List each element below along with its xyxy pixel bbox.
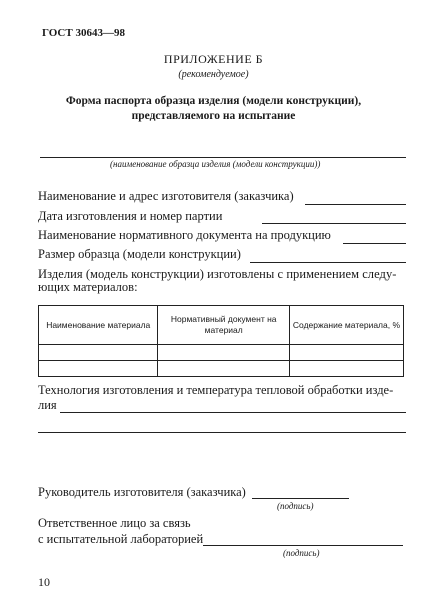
- date-batch-line[interactable]: [262, 223, 406, 224]
- head-signature-caption: (подпись): [277, 501, 314, 511]
- size-label: Размер образца (модели конструкции): [38, 247, 241, 261]
- form-title-line1: Форма паспорта образца изделия (модели конструкции),: [65, 95, 362, 107]
- table-row: [39, 361, 404, 377]
- contact-label-line1: Ответственное лицо за связь: [38, 516, 191, 530]
- column-header-material-name: Наименование материала: [39, 306, 158, 345]
- appendix-title: ПРИЛОЖЕНИЕ Б: [163, 52, 264, 66]
- column-header-content-percent: Содержание материала, %: [289, 306, 403, 345]
- column-header-normative-doc: Нормативный документ на материал: [158, 306, 289, 345]
- contact-signature-caption: (подпись): [283, 548, 320, 558]
- technology-line-1[interactable]: [60, 412, 406, 413]
- normative-doc-line[interactable]: [343, 243, 406, 244]
- form-title-line2: представляемого на испытание: [131, 110, 296, 122]
- materials-table: [38, 305, 404, 377]
- contact-signature-line[interactable]: [203, 545, 403, 546]
- manufacturer-line[interactable]: [305, 204, 406, 205]
- table-cell[interactable]: [158, 361, 289, 377]
- size-line[interactable]: [250, 262, 406, 263]
- sample-name-line[interactable]: [40, 157, 406, 158]
- head-signature-line[interactable]: [252, 498, 349, 499]
- technology-label-line1: Технология изготовления и температура тепловой обработки изде-: [38, 383, 394, 397]
- table-cell[interactable]: [39, 361, 158, 377]
- appendix-status: (рекомендуемое): [178, 69, 249, 80]
- technology-line-2[interactable]: [38, 432, 406, 433]
- contact-label-line2: с испытательной лабораторией: [38, 532, 204, 546]
- head-signature-label: Руководитель изготовителя (заказчика): [38, 485, 246, 499]
- table-header-row: [39, 306, 404, 345]
- table-cell[interactable]: [289, 361, 403, 377]
- date-batch-label: Дата изготовления и номер партии: [38, 209, 223, 223]
- materials-label-line1: Изделия (модель конструкции) изготовлены с применением следу-: [38, 267, 397, 281]
- document-code: ГОСТ 30643—98: [42, 27, 125, 39]
- page-number: 10: [38, 575, 50, 589]
- table-cell[interactable]: [289, 345, 403, 361]
- table-cell[interactable]: [39, 345, 158, 361]
- table-cell[interactable]: [158, 345, 289, 361]
- manufacturer-label: Наименование и адрес изготовителя (заказчика): [38, 189, 294, 203]
- sample-name-caption: (наименование образца изделия (модели конструкции)): [110, 159, 321, 169]
- materials-label-line2: ющих материалов:: [38, 280, 138, 294]
- normative-doc-label: Наименование нормативного документа на продукцию: [38, 228, 331, 242]
- table-row: [39, 345, 404, 361]
- technology-label-line2: лия: [38, 398, 57, 412]
